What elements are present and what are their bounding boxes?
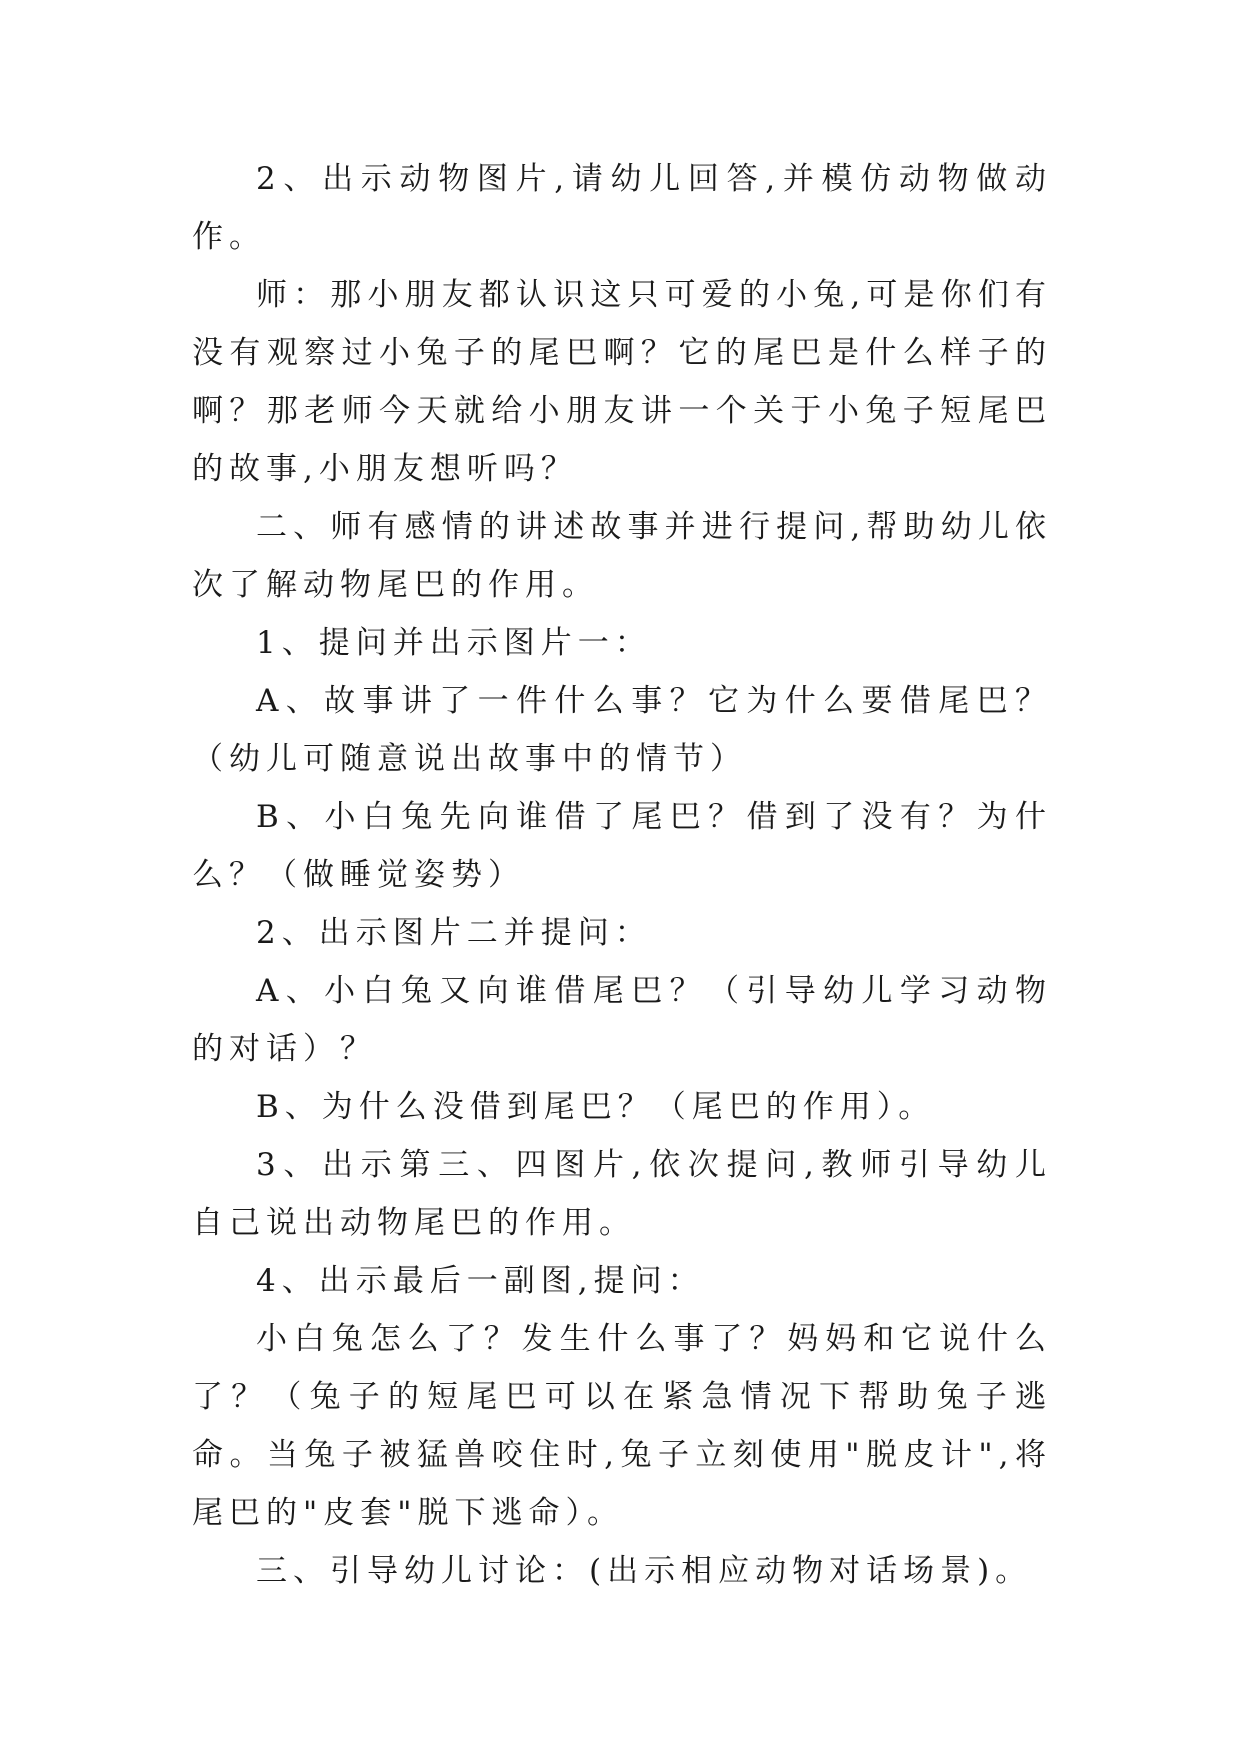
paragraph-11: 4、出示最后一副图,提问： (256, 1263, 705, 1299)
paragraph-4: 1、提问并出示图片一： (256, 625, 652, 661)
paragraph-10: 3、出示第三、四图片,依次提问,教师引导幼儿自己说出动物尾巴的作用。 (192, 1147, 1052, 1241)
paragraph-1: 2、出示动物图片,请幼儿回答,并模仿动物做动作。 (192, 161, 1052, 255)
paragraph-5: A、故事讲了一件什么事？它为什么要借尾巴？（幼儿可随意说出故事中的情节） (192, 683, 1052, 777)
paragraph-9: B、为什么没借到尾巴？（尾巴的作用）。 (256, 1089, 936, 1125)
paragraph-7: 2、出示图片二并提问： (256, 915, 652, 951)
paragraph-13: 三、引导幼儿讨论：(出示相应动物对话场景)。 (256, 1553, 1033, 1589)
document-body (192, 150, 1052, 1600)
paragraph-6: B、小白兔先向谁借了尾巴？借到了没有？为什么？（做睡觉姿势） (192, 799, 1052, 893)
paragraph-8: A、小白兔又向谁借尾巴？（引导幼儿学习动物的对话）？ (192, 973, 1052, 1067)
paragraph-12: 小白兔怎么了？发生什么事了？妈妈和它说什么了？（兔子的短尾巴可以在紧急情况下帮助兔子逃命。当兔子被猛兽咬住时,兔子立刻使用"脱皮计",将尾巴的"皮套"脱下逃命）。 (192, 1321, 1052, 1531)
paragraph-3: 二、师有感情的讲述故事并进行提问,帮助幼儿依次了解动物尾巴的作用。 (192, 509, 1052, 603)
paragraph-2: 师：那小朋友都认识这只可爱的小兔,可是你们有没有观察过小兔子的尾巴啊？它的尾巴是什么样子的啊？那老师今天就给小朋友讲一个关于小兔子短尾巴的故事,小朋友想听吗？ (192, 277, 1052, 487)
